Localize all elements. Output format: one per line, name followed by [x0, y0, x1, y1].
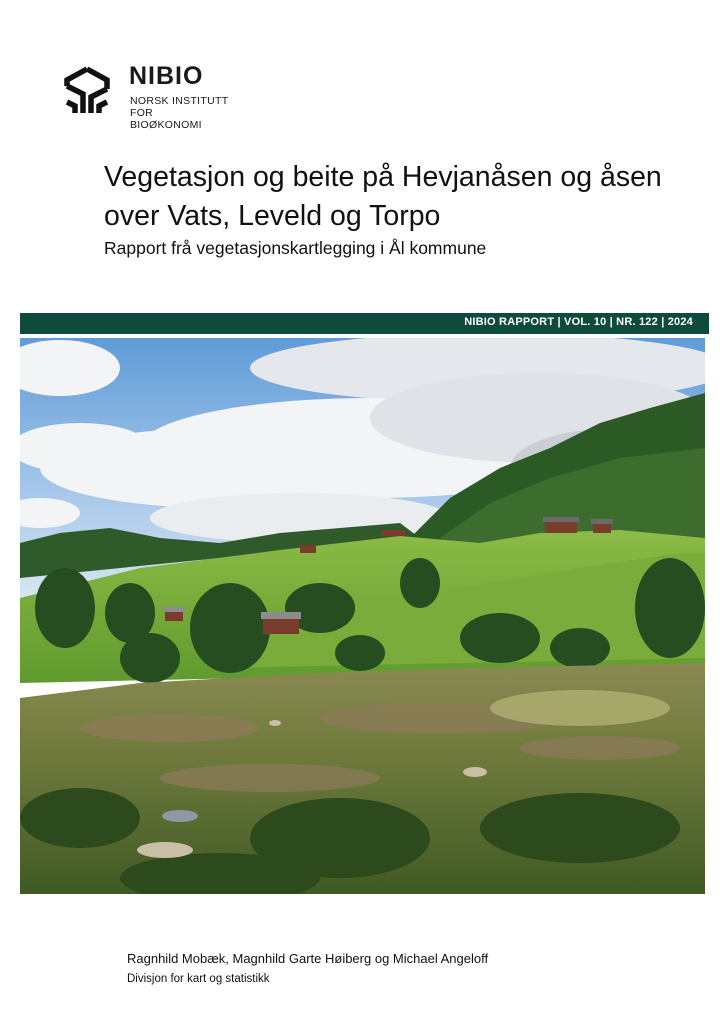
cover-photo	[20, 338, 705, 894]
series-info: NIBIO RAPPORT | VOL. 10 | NR. 122 | 2024	[464, 316, 693, 328]
report-division: Divisjon for kart og statistikk	[127, 973, 270, 985]
series-band	[20, 313, 709, 334]
nibio-logo-icon	[63, 66, 111, 116]
report-subtitle: Rapport frå vegetasjonskartlegging i Ål kommune	[104, 238, 487, 258]
landscape-photo-image	[20, 338, 705, 894]
logo-wordmark: NIBIO	[129, 62, 204, 90]
report-authors: Ragnhild Mobæk, Magnhild Garte Høiberg og Michael Angeloff	[127, 951, 489, 966]
report-title: Vegetasjon og beite på Hevjanåsen og åsen over Vats, Leveld og Torpo	[104, 161, 662, 232]
logo-subtitle: NORSK INSTITUTT FOR BIOØKONOMI	[130, 95, 229, 131]
nibio-logo	[63, 62, 243, 131]
